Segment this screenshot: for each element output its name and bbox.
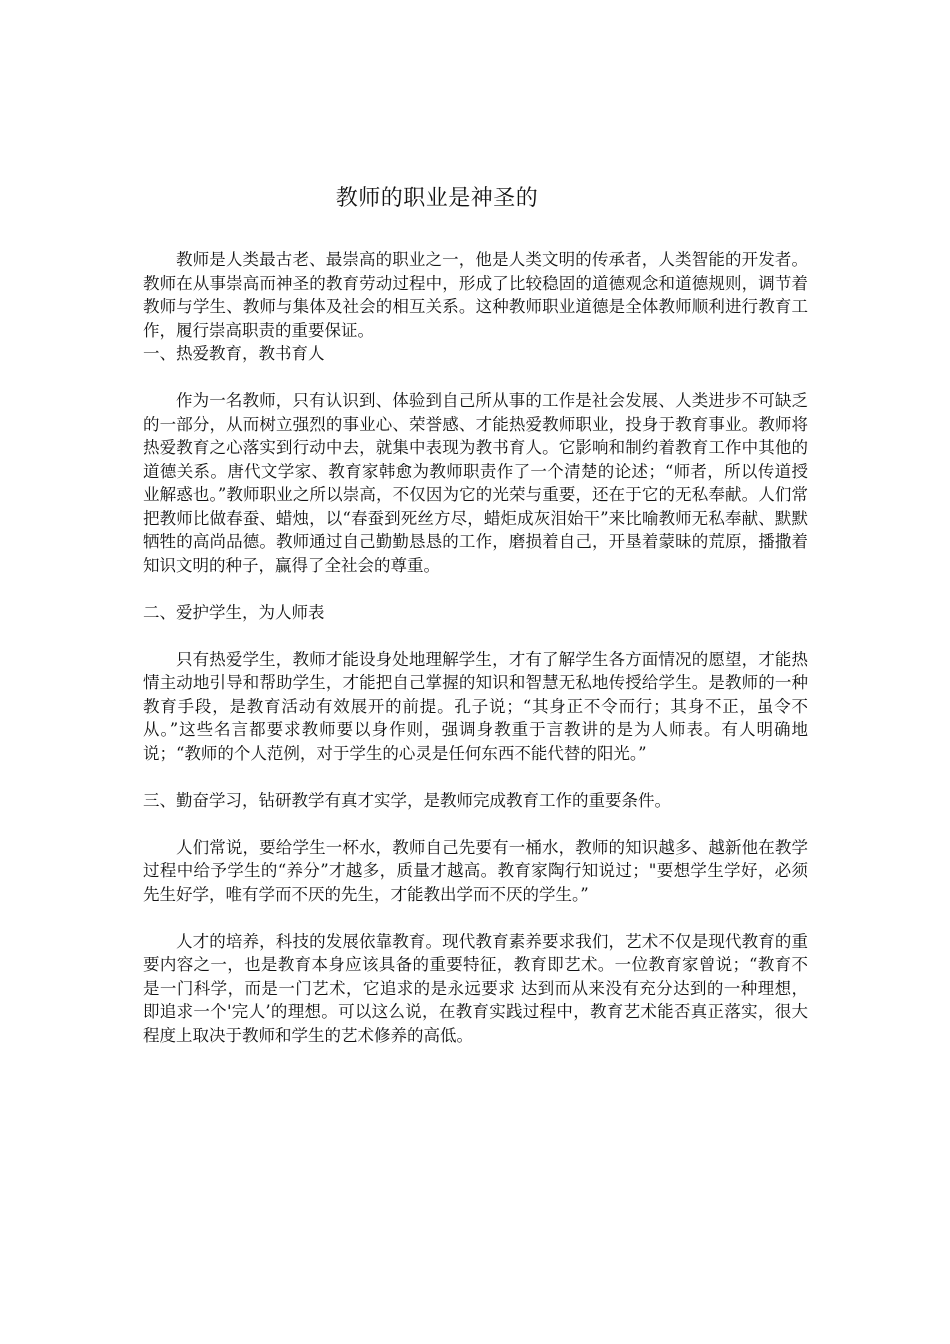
section-heading-2: 二、爱护学生，为人师表 — [143, 602, 325, 622]
spacer — [143, 812, 808, 836]
closing-paragraph: 人才的培养，科技的发展依靠教育。现代教育素养要求我们，艺术不仅是现代教育的重要内容之一，也是教育本身应该具备的重要特征，教育即艺术。一位教育家曾说；“教育不是一门科学，而是一门艺术，它追求的是永远要求 达到而从来没有充分达到的一种理想，即追求一个'完人’的理想。可以这么说，在教育实践过程中，教育艺术能否真正落实，很大程度上取决于教师和学生的艺术修养的高低。 — [143, 931, 808, 1045]
spacer — [143, 906, 808, 930]
spacer — [143, 624, 808, 648]
section-body-3: 人们常说，要给学生一杯水，教师自己先要有一桶水，教师的知识越多、越新他在教学过程中给予学生的“养分”才越多，质量才越高。教育家陶行知说过；"要想学生学好，必须先生好学，唯有学而不厌的先生，才能教出学而不厌的学生。” — [143, 837, 808, 904]
spacer — [143, 366, 808, 390]
section-heading-1: 一、热爱教育，教书育人 — [143, 344, 325, 363]
section-heading-3: 三、勤奋学习，钻研教学有真才实学，是教师完成教育工作的重要条件。 — [143, 790, 671, 810]
document-body — [143, 248, 808, 1047]
intro-paragraph: 教师是人类最古老、最崇高的职业之一，他是人类文明的传承者，人类智能的开发者。教师在从事崇高而神圣的教育劳动过程中，形成了比较稳固的道德观念和道德规则，调节着教师与学生、教师与集体及社会的相互关系。这种教师职业道德是全体教师顺利进行教育工作，履行崇高职责的重要保证。 — [143, 250, 808, 340]
section-body-2: 只有热爱学生，教师才能设身处地理解学生，才有了解学生各方面情况的愿望，才能热情主动地引导和帮助学生，才能把自己掌握的知识和智慧无私地传授给学生。是教师的一种教育手段，是教育活动有效展开的前提。孔子说；“其身正不令而行；其身不正，虽令不从。”这些名言都要求教师要以身作则，强调身教重于言教讲的是为人师表。有人明确地说；“教师的个人范例，对于学生的心灵是任何东西不能代替的阳光。” — [143, 649, 808, 763]
spacer — [143, 765, 808, 789]
document-title: 教师的职业是神圣的 — [335, 186, 539, 211]
spacer — [143, 577, 808, 601]
section-body-1: 作为一名教师，只有认识到、体验到自己所从事的工作是社会发展、人类进步不可缺乏的一部分，从而树立强烈的事业心、荣誉感、才能热爱教师职业，投身于教育事业。教师将热爱教育之心落实到行动中去，就集中表现为教书育人。它影响和制约着教育工作中其他的道德关系。唐代文学家、教育家韩愈为教师职责作了一个清楚的论述；“师者，所以传道授业解惑也。”教师职业之所以崇高，不仅因为它的光荣与重要，还在于它的无私奉献。人们常把教师比做春蚕、蜡烛，以“春蚕到死丝方尽，蜡炬成灰泪始干”来比喻教师无私奉献、默默牺牲的高尚品德。教师通过自己勤勤恳恳的工作，磨损着自己，开垦着蒙昧的荒原，播撒着知识文明的种子，赢得了全社会的尊重。 — [143, 391, 808, 575]
